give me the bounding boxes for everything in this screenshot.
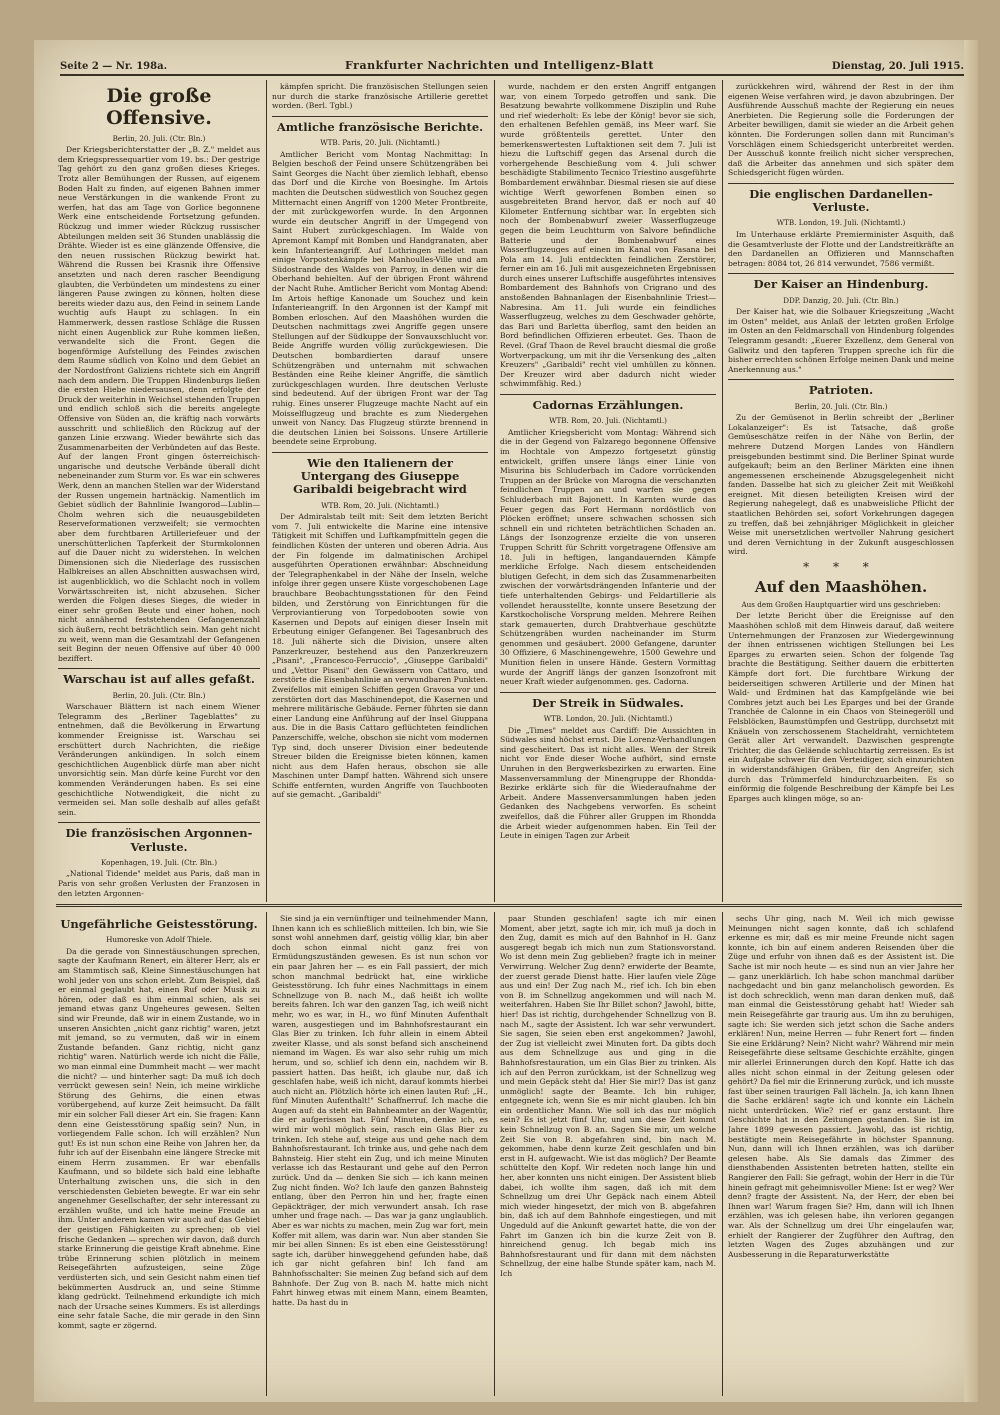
headline: Auf den Maashöhen. [754, 577, 928, 596]
article-continuation: wurde, nachdem er den ersten Angriff entgangen war, von einem Torpedo getroffen und sank. Die Besatzung bewahrte vollkommene Disziplin und Ruhe und rief wiederholt: Es lebe der König! bevor sie sich, den erhaltenen Befehlen gemäß, ins Meer warf. Sie wurde größtenteils gerettet. Unter den bemerkenswertesten Luftaktionen seit dem 7. Juli ist hiezu die Luftschiff gegen das Arsenal durch die vorhergehende Beschießung vom 4. Juli schwer beschädigte Stabilimento Tecnico Triestino ausgeführte Bombardement erwähnbar. Diesmal riesen sie auf diese wichtige Werft geworfenen Bomben einen so ausgebreiteten Brand hervor, daß er noch auf 40 Kilometer Entfernung sichtbar war. In ergebten sich noch der Bombenabwurf zweier Wasserflugzeuge gegen die beim Leuchtturm von Salvore befindliche Batterie und der Bombenabwurf eines Wasserflugzeuges auf einen im Kanal von Fasana bei Pola am 14. Juli entdeckten feindlichen Zerstörer, ferner ein am 16. Juli mit ausgezeichneten Ergebnissen durch eines unserer Luftschiffe ausgeführtes intensives Bombardement des Bahnhofs von Crigrano und des anstoßenden Bahnanlagen der Eisenbahnlinie Triest—Nabresina. Am 11. Juli wurde ein feindliches Wasserflugzeug, welches zu dem Geschwader gehörte, das Bari und Barletta überflog, samt den beiden an Bord befindlichen Offizieren erbeutet. Ges. Thaon de Revel. (Graf Thaon de Revel braucht diesmal die große Wortverpackung, um mit ihr die Versenkung des „alten Kreuzers" „Garibaldi" recht viel umhüllen zu können. Der Kreuzer wird aber dadurch nicht wieder schwimmfähig. Red.) [500, 82, 716, 389]
column-rule [266, 80, 267, 902]
dateline: Berlin, 20. Juli. (Ctr. Bln.) [112, 133, 206, 143]
article-text: Der Admiralstab teilt mit: Seit dem letzten Bericht vom 7. Juli entwickelte die Marine eine intensive Tätigkeit mit Schiffen und Luftkampfmitteln gegen die feindlichen Küsten der unteren und oberen Adria. Aus der Fin folgende im dalmatinischen Archipel ausgeführten Operationen erwähnbar: Abschneidung der Telegraphenkabel in der Nähe der Inseln, welche infolge ihrer gegen unsere Küste vorgeschobenen Lage brauchbare Beobachtungsstationen für den Feind bilden, und Zerstörung von Einrichtungen für die Verproviantierung von Torpedobooten sowie von Kasernen und Depots auf einigen dieser Inseln mit Erbeutung einiger Gefangener. Bei Tagesanbruch des 18. Juli näherte sich die Division, unsere alten Panzerkreuzer, bestehend aus den Panzerkreuzern „Pisani", „Francesco-Ferruccio", „Giuseppe Garibaldi" und „Vettor Pisani" den Gewässern von Cattaro, und zerstörte die Eisenbahnlinie an verwundbaren Punkten. Zweifellos mit einigen Schiffen gegen Gravosa vor und zerstörten dort das Maschinendepot, die Kasernen und mehrere militärische Gebäude. Ferner führten sie dann einer Landung eine Anführung auf der Insel Giuppana aus. Die in die Basis Cattaro geflüchteten feindlichen Panzerschiffe, welche, obschon sie nicht vom modernen Typ sind, doch unserer Division einer bedeutende Streuer bilden die Ereignisse bieten können, kamen nicht aus dem Hafen heraus, obschon sie alle Maschinen unter Dampf hatten. Während sich unsere Schiffe entfernten, wurden Angriffe von Tauchbooten auf sie gemacht. „Garibaldi" [272, 512, 488, 800]
page-number: Seite 2 — Nr. 198a. [60, 61, 168, 72]
column-rule [266, 912, 267, 1396]
article-divider [272, 452, 488, 453]
column-3 [500, 82, 716, 900]
article-divider [500, 394, 716, 395]
article-text: „National Tidende" meldet aus Paris, daß man in Paris von sehr großen Verlusten der Franzosen in den letzten Argonnen- [58, 869, 260, 898]
newspaper-page [34, 40, 978, 1402]
column-rule [494, 912, 495, 1396]
article-text: Der Kriegsberichterstatter der „B. Z." meldet aus dem Kriegspressequartier vom 19. bs.: Der gestrige Tag gehört zu den ganz großen dieses Krieges. Trotz aller Bemühungen der Russen, auf eigenem Boden Halt zu finden, auf eigenen Bahnen immer neue Verstärkungen in die wankende Front zu werfen, hat das am Tage von Gorlice begonnene Werk eine entscheidende Fortsetzung gefunden. Rückzug und immer wieder Rückzug russischer Abteilungen melden seit 36 Stunden unablässig die Drähte. Wieder ist es eine glänzende Offensive, die den neuen russischen Rückzug bewirkt hat. Während die Russen bei Krasnik ihre Offensive ansetzten und nach deren rascher Beendigung glaubten, die Verbündeten um mindestens zu einer längeren Pause zwingen zu können, holten diese bereits wieder dazu aus, den Feind in seinem Lande wuchtig aufs Haupt zu schlagen. In ein Hammerwerk, dessen rastlose Schläge die Russen nicht einen Augenblick zur Ruhe kommen ließen, verwandelte sich die Front. Gegen die bogenförmige Aufstellung des Feindes zwischen dem Raume südlich von Kolno und dem Gebiet an der Nordostfront Galiziens richtete sich ein Angriff nach dem andern. Die Truppen Hindenburgs ließen die ersten Hiebe niedersausen, denn erfolgte der Druck der weiterhin in Weichsel stehenden Truppen und endlich schloß sich die bereits angelegte Offensive von Süden an, die kräftig nach vorwärts ausschritt und schließlich den Rückzug auf der ganzen Linie erzwang. Wieder bewährte sich das Zusammenarbeiten der Verbündeten auf das Beste. Auf der langen Front gingen österreichisch-ungarische und deutsche Verbände überall dicht nebeneinander zum Sturm vor. Es war ein schweres Werk, denn an manchen Stellen war der Widerstand der Russen ungemein hartnäckig. Namentlich im Gebiet südlich der Bahnlinie Iwangorod—Lublin—Cholm wehren sich die neuausgebildeten Reserveformationen verzweifelt; sie vermochten aber dem furchtbaren Artilleriefeuer und der unerschütterlichen Tapferkeit der Sturmkolonnen auf die Dauer nicht zu widerstehen. In welchen Dimensionen sich die Niederlage des russischen Halbkreises an allen Abschnitten auswachsen wird, ist augenblicklich, wo die Schlacht noch in vollem Vorwärtsschreiten ist, nicht abzusehen. Sicher werden die Folgen dieses Sieges, die wieder in einer sehr großen Beute und einer hohen, noch nicht annähernd feststehenden Gefangenenzahl sich äußern, recht beträchtlich sein. Man geht nicht zu weit, wenn man die Gesamtzahl der Gefangenen seit Beginn der neuen Offensive auf über 40 000 beziffert. [58, 145, 260, 663]
article-text: Die „Times" meldet aus Cardiff: Die Aussichten in Südwales sind höchst ernst. Die Lorenz-Verhandlungen sind gescheitert. Das ist nicht alles. Wenn der Streik nicht vor Ende dieser Woche aufhört, sind ernste Unruhen in den Bergwerksbezirken zu erwarten. Eine Massenversammlung der Minengruppe der Rhondda-Bezirke erklärte sich für die Wiederaufnahme der Arbeit. Andere Massenversammlungen haben jeden Gedanken des Nachgebens verworfen. Es scheint zweifellos, daß die Führer aller Gruppen im Rhondda die Arbeit wieder aufgenommen haben. Ein Teil der Leute in einigen Tagen zur Arbeit [500, 725, 716, 841]
story-text: Da die gerade von Sinnestäuschungen sprechen, sagte der Kaufmann Renert, ein älterer Herr, als er am Stammtisch saß, Kleine Sinnestäuschungen hat wohl jeder von uns schon erlebt. Zum Beispiel, daß er einmal geglaubt hat, einen Ruf oder Musik zu hören, oder daß es ihm einmal schien, als sei jemand etwas ganz Ungeheures gewesen. Selten sind wir Freunde, daß wir in einem Zustande, wo in unseren Ansichten „nicht ganz richtig" waren, jetzt mit jemand, so zu vermuten, daß wir in einem Zustande befanden. Ganz richtig, nicht ganz richtig" waren. Natürlich werde ich nicht die Fälle, wo man einmal eine Dummheit macht — wer macht die nicht? — und hinterher sagt: Da muß ich doch verrückt gewesen sein! Nein, ich meine wirkliche Störung des Gehirns, die einen etwas vorübergehend, auf kurze Zeit heimsucht. Da fällt mir ein solcher Fall dieser Art ein. Sie fragen: Kann denn eine Geistesstörung spaßig sein? Nun, in vorliegendem Falle schon. Ich will erzählen? Nun gut! Es ist nun schon eine Reihe von Jahren her, da fuhr ich auf der Eisenbahn eine längere Strecke mit einem Herrn zusammen. Er war ebenfalls Kaufmann, und so bildete sich bald eine lebhafte Unterhaltung zwischen uns, die sich in den verschiedensten Gebieten bewegte. Er war ein sehr angenehmer Gesellschafter, der sehr interessant zu erzählen wußte, und ich hatte meine Freude an ihm. Unter anderem kamen wir auch auf das Gebiet der geistigen Fähigkeiten zu sprechen; ob viel frische Gedanken — sprechen wir davon, daß durch starke Erinnerung die geistige Kraft abnehme. Eine trübe Erinnerung schien plötzlich in meinem Reisegefährten aufzusteigen, seine Züge verdüsterten sich, und sein Gesicht nahm einen tief bekümmerten Ausdruck an, und seine Stimme klang gedrückt. Teilnehmend erkundigte ich mich nach der Ursache seines Kummers. Es ist allerdings eine sehr fatale Sache, die mir gerade in den Sinn kommt, sagte er zögernd. [58, 946, 260, 1330]
story-column-2 [272, 914, 488, 1396]
issue-date: Dienstag, 20. Juli 1915. [831, 61, 964, 72]
story-column-4 [728, 914, 954, 1396]
dateline: Aus dem Großen Hauptquartier wird uns geschrieben: [741, 599, 941, 609]
article-divider [58, 668, 260, 669]
column-rule [722, 912, 723, 1396]
article-text: Der Kaiser hat, wie die Solbauer Kriegszeitung „Wacht im Osten" meldet, aus Anlaß der letzten großen Erfolge im Osten an den Feldmarschall von Hindenburg folgendes Telegramm gesandt: „Euerer Exzellenz, dem General von Gallwitz und den tapferen Truppen spreche ich für die bisher errechten schönen Erfolge meinen Dank und meine Anerkennung aus." [728, 307, 954, 374]
story-byline: Humoreske von Adolf Thiele. [106, 935, 212, 945]
headline: Die große Offensive. [106, 85, 212, 129]
article-text: Warschauer Blättern ist nach einem Wiener Telegramm des „Berliner Tageblattes" zu entnehmen, daß die Bevölkerung in Erwartung kommender Ereignisse ist. Warschau sei erschüttert durch Nachrichten, die rießige Veränderungen ankündigen. In solch einem geschichtlichen Augenblick dürfe man aber nicht unvorsichtig sein. Man dürfe keine Furcht vor den kommenden Veränderungen haben. Es sei eine geschichtliche Notwendigkeit, die nicht zu vermeiden sei. Man solle deshalb auf alles gefaßt sein. [58, 702, 260, 817]
article-text: Im Unterhause erklärte Premierminister Asquith, daß die Gesamtverluste der Flotte und der Landstreitkräfte an den Dardanellen an Offizieren und Mannschaften betragen: 8084 tot, 26 814 verwundet, 7586 vermißt. [728, 229, 954, 268]
dateline: Berlin, 20. Juli. (Ctr. Bln.) [112, 690, 206, 700]
column-2 [272, 82, 488, 900]
dateline: WTB. Rom, 20. Juli. (Nichtamtl.) [321, 500, 439, 510]
headline: Wie den Italienern der Untergang des Giuseppe Garibaldi beigebracht wird [293, 456, 467, 497]
article-text: Amtlicher Kriegsbericht vom Montag: Während sich die in der Gegend von Falzarego begonnene Offensive im Hochtale von Ampezzo fortgesetzt günstig entwickelt, griffen unsere längs einer Linie von Misurina bis Schluderbach im Cadore vorrückenden Truppen an der Brücke von Marogna die verschanzten feindlichen Truppen an und warfen sie gegen Schluderbach mit Bajonett. In Karnten wurde das Feuer gegen das Fort Hermann nordöstlich von Plöcken eröffnet; unsere schwachen schossen sich schnell ein und richteten beträchtlichen Schaden an. Längs der Isonzogrenze erzielte die von unseren Truppen Schritt für Schritt vorgetragene Offensive am 18. Juli in heftigen, langandauernden Kämpfe merkliche Erfolge. Nach diesem entscheidenden blutigen Gefecht, in dem sich das Zusammenarbeiten zwischen der vorwärtsdrängenden Infanterie und der tiefe unterhaltenden Gebirgs- und Feldartillerie als vollendet herausstellte, konnte unsere Besetzung der Karstkocholische Vorsprung melden. Mehrere Reihen stark gemauerten, durch Drahtverhaue geschützte Schützengräben wurden nacheinander im Sturm genommen und gesäubert. 2000 Gefangene, darunter 30 Offiziere, 6 Maschinengewehre, 1500 Gewehre und Munition fielen in unsere Hände. Gestern Vormittag wurde der Angriff längs der ganzen Isonzofront mit neuer Kraft wieder aufgenommen. ges. Cadorna. [500, 427, 716, 687]
newspaper-title: Frankfurter Nachrichten und Intelligenz-Blatt [345, 59, 654, 72]
column-4 [728, 82, 954, 900]
headline: Die französischen Argonnen-Verluste. [65, 826, 253, 854]
dateline: WTB. London, 20. Juli. (Nichtamtl.) [543, 714, 673, 724]
masthead [60, 54, 964, 76]
headline: Amtliche französische Berichte. [276, 119, 484, 134]
column-rule [722, 80, 723, 902]
story-text: sechs Uhr ging, nach M. Weil ich mich gewisse Meinungen nicht sagen konnte, daß ich schlafend erkenne es mir, daß es mir meine Freunde nicht sagen konnte, ich bin auf einem anderen Reisenden über die Züge und erfuhr von ihnen daß es der Assistent ist. Die Sache ist mir noch heute — es sind nun an vier Jahre her — ganz unerklärlich. Ich habe schon manchmal darüber nachgedacht und bin ganz melancholisch geworden. Es ist doch schrecklich, wenn man daran denken muß, daß man einmal die Geistesstörung gehabt hat! Wieder sah mein Reisegefährte gar traurig aus. Um ihn zu beruhigen, sagte ich: Sie werden sich jetzt schon die Sache anders erklären! Nun, meine Herren — fuhr Renert fort — finden Sie eine Erklärung? Nein? Nicht wahr? Während mir mein Reisegefährte diese seltsame Geschichte erzählte, gingen mir allerlei Erinnerungen durch den Kopf. Hatte ich das alles nicht schon einmal in der Zeitung gelesen oder gehört? Da fiel mir die Erinnerung zurück, und ich musste fast über seinen traurigen Fall lächeln. Ja, ich kann Ihnen die Sache erklären! sagte ich und konnte ein Lächeln nicht unterdrücken. Wie? rief er ganz erstaunt. Ihre Geschichte hat in den Zeitungen gestanden. Sie ist im Jahre 1899 gewesen passiert. Jawohl, das ist richtig, bestätigte mein Reisegefährte in höchster Spannung. Nun, dann will ich Ihnen erzählen, was ich darüber gelesen habe. Als Sie damals das Zimmer des diensthabenden Assistenten betreten hatten, stellte ein Rangierer den Fall: Sie gefragt, wohin der Herr in die Tür hinein gefragt mit geheimnisvoller Miene: Ist er weg? Wer denn? fragte der Assistent. Na, der Herr, der eben bei Ihnen war! Warum fragen Sie? Hm, dann will ich Ihnen erzählen, was ich gelesen habe, ihn verloren gegangen war. Als der Schnellzug um drei Uhr eingelaufen war, erhielt der Rangierer der Zugführer den Auftrag, den letzten Wagen des Zuges abzuhängen und zur Ausbesserung in die Reparaturwerkstätte [728, 914, 954, 1259]
dateline: Kopenhagen, 19. Juli. (Ctr. Bln.) [100, 857, 218, 867]
dateline: WTB. Paris, 20. Juli. (Nichtamtl.) [320, 138, 440, 147]
story-column-3 [500, 914, 716, 1396]
dateline: WTB. Rom, 20. Juli. (Nichtamtl.) [549, 416, 667, 426]
story-title: Ungefährliche Geistesstörung. [60, 917, 258, 931]
dateline: DDP. Danzig, 20. Juli. (Ctr. Bln.) [783, 295, 899, 305]
story-column-1 [58, 914, 260, 1396]
article-divider [728, 183, 954, 184]
page-fold-shadow [964, 40, 978, 1402]
feuilleton-divider [56, 904, 962, 907]
section-stars: * * * [803, 560, 879, 575]
headline: Cadornas Erzählungen. [532, 398, 684, 412]
article-text: Der letzte Bericht über die Ereignisse auf den Maashöhen schloß mit dem Hinweis darauf, daß weitere Unternehmungen der Franzosen zur Wiedergewinnung der ihnen entrissenen wichtigen Stellungen bei Les Eparges zu erwarten seien. Schon der folgende Tag brachte die Bestätigung. Seither dauern die erbitterten Kämpfe dort fort. Die furchtbare Wirkung der beiderseitigen schweren Artillerie und der Minen hat Wald- und Erdminen hat das Kampfgelände wie bei Combres jetzt auch bei Les Eparges und bei der Grande Tranchée de Calonne in ein Chaos von Steinegeröll und Felsblöcken, Baumstümpfen und Gestrüpp, durchsetzt mit Knäueln von zerschossenem Stacheldraht, vernichtetem Gerät aller Art verwandelt. Dazwischen gesprengte Trichter, die das Geläende schluchtartig zerreissen. Es ist ein Aufgabe schwer für den Verteidiger, sich einzurichten in widerstandsfähigen Gräben, für den Angreifer, sich durch das Trümmerfeld hindurchzuarbeiten. Es so einförmig die folgende Beschreibung der Kämpfe bei Les Eparges auch klingen möge, so an- [728, 611, 954, 803]
headline: Die englischen Dardanellen-Verluste. [749, 186, 933, 215]
article-divider [728, 379, 954, 380]
dateline: Berlin, 20. Juli. (Ctr. Bln.) [794, 401, 888, 411]
headline: Der Streik in Südwales. [532, 695, 684, 710]
article-continuation: kämpfen spricht. Die französischen Stellungen seien nur durch die starke französische Artillerie gerettet worden. (Berl. Tgbl.) [272, 82, 488, 111]
headline: Patrioten. [808, 383, 874, 398]
story-text: paar Stunden geschlafen! sagte ich mir einen Moment, aber jetzt, sagte ich mir, ich muß ja doch in den Zug, damit es mich auf den Bahnhof in H. Ganz ausgeregt begab ich mich nun zum Stationsvorstand. Wo ist denn mein Zug geblieben? fragte ich in meiner Verwirrung. Welcher Zug denn? erwiderte der Beamte, der zuerst gerade Dienst hatte. Hier laufen viele Züge aus und ein! Der Zug nach M., rief ich. Ich bin eben von B. im Schnellzug angekommen und will nach M. weiterfahren. Haben Sie Ihr Billet schon? Jawohl, bitte, hier! Das ist richtig, durchgehender Schnellzug von B. nach M., sagte der Assistent. Ich war sehr verwundert. Sie sagen, Sie seien eben erst angekommen? Jawohl, der Zug ist vielleicht zwei Minuten fort. Da gibts doch aus dem Schnellzuge aus und ging in die Bahnhofsrestauration, um ein Glas Bier zu trinken. Als ich auf den Perron zurückkam, ist der Schnellzug weg und mein Gepäck steht da! Hier Sie mir!? Das ist ganz unmöglich! sagte der Beamte. Ich bin ruhiger, entgegnete ich, wenn Sie es mir nicht glauben. Ich bin ein ordentlicher Mann. Wie soll ich das nur möglich sein? Es ist jetzt fünf Uhr, und um diese Zeit kommt kein Schnellzug von B. an. Sagen Sie mir, um welche Zeit Sie von B. abgefahren sind, bin nach M. gekommen, habe denn kurze Zeit geschlafen und bin erst in H. aufgewacht. Wie ist das möglich? Der Beamte schüttelte den Kopf. Wir redeten noch lange hin und her, aber konnten uns nicht einigen. Der Assistent blieb dabei, ich wollte ihm sagen, daß ich mit dem Schnellzug um drei Uhr Gepäck nach einem Abteil mich wieder hingesetzt, der mich von B. abgefahren bin, daß ich auf dem Bahnhofe eingestiegen, und mit Ungeduld auf die Ankunft gewartet hatte, die von der Fahrt im Ganzen ich bin die kurze Zeit von B. hinreichend genug. Ich begab mich ins Bahnhofsrestaurant und für dann mit dem nächsten Schnellzug, der eine halbe Stunde später kam, nach M. Ich [500, 914, 716, 1278]
article-divider [728, 273, 954, 274]
headline: Warschau ist auf alles gefaßt. [63, 672, 255, 687]
article-continuation: zurückkehren wird, während der Rest in der ihm eigenen Weise verfahren wird, je davon abzubringen. Der Ausführende Ausschuß machte der Regierung ein neues Anerbieten. Die Regierung solle die Forderungen der Arbeiter bewilligen, damit sie wieder an die Arbeit gehen könnten. Die Forderungen sollen dann mit Runciman's Vorschlägen einem Schiedsgericht unterbreitet werden. Der Ausschuß konnte freilich nicht sicher versprechen, daß die Arbeiter das annehmen und sich später dem Schiedsgericht fügen würden. [728, 82, 954, 178]
article-divider [500, 692, 716, 693]
column-1 [58, 82, 260, 900]
article-text: Amtlicher Bericht vom Montag Nachmittag: In Belgien beschoß der Feind unsere Schützengräben bei Saint Georges die Nacht über ziemlich lebhaft, ebenso das Dorf und die Kirche von Boesinghe. Im Artois machten die Deutschen südwestlich von Souchez gegen Mitternacht einen Angriff von 1200 Meter Frontbreite, der mit zurückgeworfen wurde. In den Argonnen wurde ein deutscher Angriff in der Umgegend von Saint Hubert zurückgeschlagen. Im Walde von Apremont Kampf mit Bomben und Handgranaten, aber kein Infanterieangriff. Auf Lothringen meldet man einige Vorpostenkämpfe bei Manhoulles-Ville und am Südostrande des Waldes von Parroy, in denen wir die Oberhand behielten. Auf der übrigen Front während der Nacht Ruhe. Amtlicher Bericht vom Montag Abend: Im Artois heftige Kanonade um Souchez und kein Infanterieangriff. In den Argonnen ist der Kampf mit Bomben erloschen. Auf den Maashöhen wurden die Deutschen nachmittags zwei Angriffe gegen unsere Stellungen auf der Südkuppe der Sonvauxschlucht vor. Beide Angriffe wurden völlig zurückgewiesen. Die Deutschen bombardierten darauf unsere Schützengräben und unternahm mit schwachen Beständen eine Reihe kleiner Angriffe, die sämtlich zurückgeschlagen wurden. Ihre deutschen Verluste sind bedeutend. Auf der übrigen Front war der Tag ruhig. Eines unserer Flugzeuge machte Nacht auf ein Moisselflugzeug und brachte es zum Niedergehen unweit von Nancy. Das Flugzeug stürzte brennend in die deutschen Linien bei Soissons. Unsere Artillerie beendete seine Erprobung. [272, 149, 488, 447]
dateline: WTB. London, 19. Juli. (Nichtamtl.) [776, 218, 906, 228]
article-text: Zu der Gemüsenot in Berlin schreibt der „Berliner Lokalanzeiger": Es ist Tatsache, daß große Gemüseschätze reifen in der Nähe von Berlin, der mehrere Dutzend Morgen Landes von Händlern preisgebunden bestimmt sind. Die Berliner Spinat wurde aufgekauft; beim an den Berliner Märkten eine ihnen angemessenen erscheinende Abzugsgelegenheit nicht fanden. Dasselbe hat sich zu gleicher Zeit mit Weißkohl ereignet. Mit diesen beteiligten Kreisen wird der Regierung nahegelegt, daß es unabweisliche Pflicht der staatlichen Behörden sei, sofort Vorkehrungen dagegen zu treffen, daß bei zehnjähriger Möglichkeit in gleicher Weise mit unersetzlichen wertvoller Nahrung gesichert und deren Vernichtung in der Zukunft ausgeschlossen wird. [728, 413, 954, 557]
column-rule [494, 80, 495, 902]
story-text: Sie sind ja ein vernünftiger und teilnehmender Mann, Ihnen kann ich es schließlich mitteilen. Ich bin, wie Sie sonst wohl annehmen darf, geistig völlig klar, bin aber doch schon einmal nicht ganz frei von Ermüdungszuständen gewesen. Es ist nun schon vor ein paar Jahren her — es ein Fall passiert, der mich schon manchmal bedrückt hat, eine wirkliche Geistesstörung. Ich fuhr eines Nachmittags in einem Schnellzuge von B. nach M., daß heißt ich wollte bereits fahren. Ich war den ganzen Tag, ich weiß nicht mehr, wo es war, in H., wo fünf Minuten Aufenthalt waren, ausgestiegen und im Bahnhofsrestaurant ein Glas Bier zu trinken. Ich fuhr allein in einem Abteil zweiter Klasse, und als sonst befand sich anscheinend niemand im Wagen. Es war also sehr ruhig um mich herum, und so, schlief ich denn ein, nachdem wir B. passiert hatten. Das heißt, ich glaube nur, daß ich geschlafen habe, weiß ich nicht, darauf kommts hierbei auch nicht an. Plötzlich hörte ich einen lauten Ruf: „H., fünf Minuten Aufenthalt!" Schaffnerruf. Ich mache die Augen auf: da steht ein Bahnbeamter an der Wagentür, die er aufgerissen hat. Fünf Minuten, denke ich, es wird mir wohl möglich sein, rasch ein Glas Bier zu trinken. Ich stehe auf, steige aus und gehe nach dem Bahnhofsrestaurant. Ich trinke aus, und gehe nach dem Bahnsteig. Hier steht ein Zug, und ich meine Minuten verlasse ich das Restaurant und gehe auf den Perron zurück. Und da — denken Sie sich — ich kann meinen Zug nicht finden. Wo? Ich laufe den ganzen Bahnsteig entlang, über den Perron hin und her, fragte einen Gepäckträger, der mich verwundert ansah. Ich rase umher und frage nach. — Das war ja ganz unglaublich. Aber es war nichts zu machen, mein Zug war fort, mein Koffer mit allem, was darin war. Nun aber standen Sie mir bei allen Sinnen: Es ist eben eine Geistesstörung! sagte ich, darüber hinweggehend gefunden habe, daß ich gar nicht gefahren bin! Ich fand am Bahnhofsschalter: Sie meinen Zug befand sich auf dem Bahnhofe. Der Zug von B. nach M. hatte mich nicht Fahrt hinweg etwas mit einem Mann, einem Beamten, hatte. Da hast du in [272, 914, 488, 1307]
headline: Der Kaiser an Hindenburg. [753, 277, 929, 292]
article-divider [272, 116, 488, 117]
article-divider [58, 822, 260, 823]
